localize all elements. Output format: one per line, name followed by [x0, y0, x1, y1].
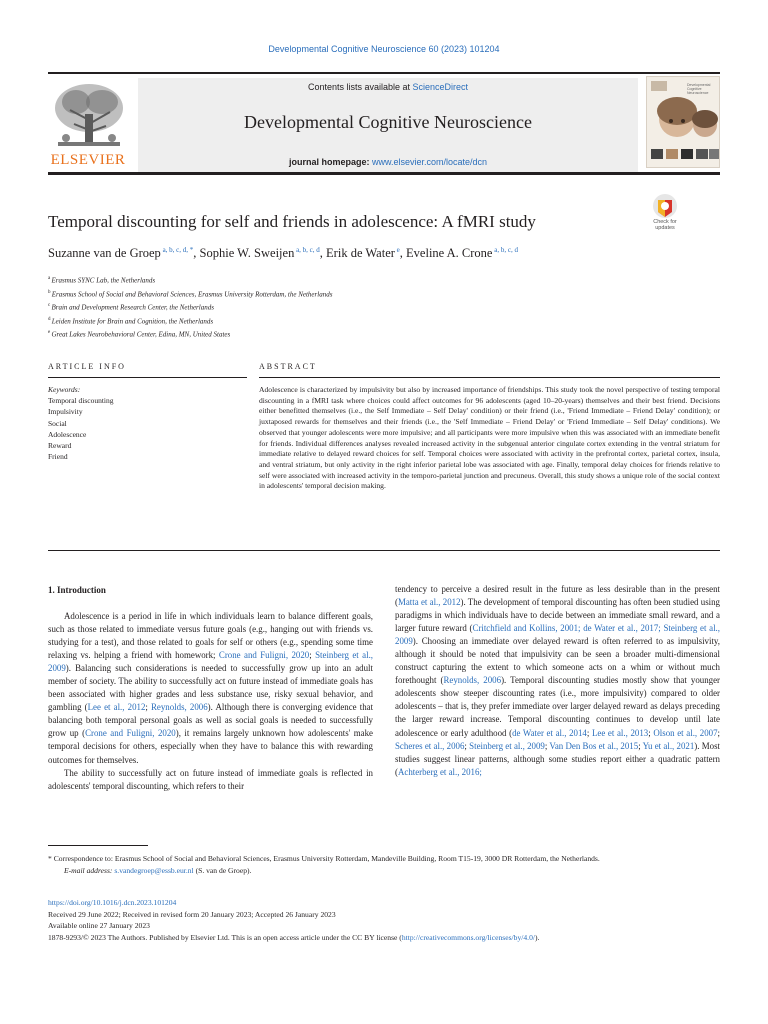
author-name[interactable]: Eveline A. Crone [406, 246, 493, 261]
author: Suzanne van de Groep $^{a, b, c, d, *}$, [48, 246, 200, 261]
contents-available-line [138, 82, 638, 92]
tree-icon [48, 80, 130, 154]
keywords-block [48, 384, 247, 462]
license-line [48, 932, 720, 944]
journal-title: Developmental Cognitive Neuroscience [244, 112, 532, 132]
citation-link[interactable]: Achterberg et al., 2016; [397, 766, 482, 777]
elsevier-wordmark: ELSEVIER [50, 152, 126, 168]
journal-header [48, 72, 720, 172]
article-metadata [48, 897, 720, 943]
affiliation-item [48, 300, 720, 314]
footnote-rule [48, 845, 148, 846]
contents-prefix: Contents lists available at [307, 82, 413, 92]
citation-link[interactable]: Matta et al., 2012 [397, 597, 461, 608]
body-paragraph: Adolescence is a period in life in which individuals learn to balance different goals, such as those related to immediate versus future goals (e.g., hanging out with friends vs. studying for a test), and those related to goals for self or others (e.g., spending some time relaxing vs. helping a friend with homework; Crone and Fuligni, 2020; Steinberg et al., 2009). Balancing such considerations is needed to successfully grow up into an adult member of society. The ability to successfully act on future instead of immediate goals has been associated with higher grades and less substance use, risky sexual behavior, and gambling (Lee et al., 2012; Reynolds, 2006). Although there is converging evidence that balancing both temporal personal goals as well as social goals is needed to successfully grow up (Crone and Fuligni, 2020), it remains largely unknown how adolescents' make temporal decisions for others, especially when they have to balance this with rewarding outcomes for themselves. [48, 611, 374, 765]
affiliation-item [48, 273, 720, 287]
keywords-title: Keywords: [48, 385, 81, 394]
check-for-updates-badge[interactable] [644, 192, 686, 234]
citation-link[interactable]: de Water et al., 2014 [512, 727, 587, 738]
affiliation-marker: d [48, 316, 52, 322]
author-affiliation-marks[interactable]: a, b, c, d [294, 246, 320, 254]
correspondence-note: * Correspondence to: Erasmus School of Social and Behavioral Sciences, Erasmus University Rotterdam, Mandeville Building, Room T15-19, 3000 DR Rotterdam, the Netherlands. [48, 854, 600, 863]
check-for-updates-label: Check for updates [653, 219, 677, 231]
body-column-left [48, 610, 373, 793]
email-suffix: (S. van de Groep). [193, 865, 252, 875]
citation-link[interactable]: Critchfield and Kollins, 2001; de Water et al., 2017; Steinberg et al., 2009 [395, 623, 720, 647]
author-affiliation-marks[interactable]: a, b, c, d, * [160, 246, 194, 254]
journal-homepage-link[interactable]: www.elsevier.com/locate/dcn [371, 157, 488, 167]
available-online-date: Available online 27 January 2023 [48, 921, 150, 930]
journal-cover-thumbnail[interactable] [646, 76, 720, 168]
license-prefix: 1878-9293/© 2023 The Authors. Published by Elsevier Ltd. This is an open access article under the CC BY license ( [48, 932, 402, 942]
body-paragraph: The ability to successfully act on future instead of immediate goals is reflected in adolescents' temporal discounting, which refers to their [48, 767, 373, 791]
citation-link[interactable]: Crone and Fuligni, 2020 [85, 728, 176, 739]
author-affiliation-marks[interactable]: e [394, 246, 400, 254]
citation-link[interactable]: Reynolds, 2006 [443, 675, 502, 686]
author [406, 246, 518, 260]
keyword-item: Impulsivity [48, 407, 83, 417]
citation-link[interactable]: Van Den Bos et al., 2015 [549, 740, 639, 751]
keywords-list [48, 395, 247, 462]
citation-link[interactable]: Scheres et al., 2006 [395, 740, 465, 751]
author-name[interactable]: Erik de Water [326, 246, 395, 261]
section-heading-introduction: 1. Introduction [48, 585, 106, 595]
author: Erik de Water $^e$, [326, 246, 407, 261]
affiliation-text: Great Lakes Neurobehavioral Center, Edina, MN, United States [51, 330, 231, 339]
keyword-item: Temporal discounting [48, 396, 114, 406]
author-affiliation-marks[interactable]: a, b, c, d [492, 246, 518, 254]
citation-link[interactable]: Steinberg et al., 2009 [469, 740, 545, 751]
citation-link[interactable]: Crone and Fuligni, 2020 [218, 650, 310, 661]
email-label: E-mail address: [64, 865, 115, 875]
citation-link[interactable]: Lee et al., 2013 [591, 727, 649, 738]
keyword-item: Social [48, 418, 67, 428]
keyword-item: Reward [48, 441, 72, 451]
affiliation-list [48, 273, 720, 341]
affiliation-marker: e [48, 330, 52, 336]
abstract-text: Adolescence is characterized by impulsivity but also by increased importance of friendships. This study took the novel perspective of testing temporal discounting in a fMRI task where choices could affect outcomes for 96 adolescents (aged 10–20-years) themselves and their best friend. Decisions either benefitted themselves (i.e., the Self Immediate – Self Delay' condition) or their friend (i.e., 'Friend Immediate – Friend Delay' condition); or juxtaposed rewards for themselves and their friends (i.e., the 'Self Immediate – Friend Delay' or 'Friend Immediate – Self Delay' conditions). We observed that younger adolescents were more impulsive; and all participants were more impulsive when this was associated with an immediate benefit for friends. Individual differences analyses revealed increased activity in the subgenual anterior cingulate cortex extending in the ventral striatum for immediate relative to delayed reward choices for self. Temporal choices were associated with activity in the prefrontal cortex, parietal cortex, insula, and ventral striatum, but only activity in the right inferior parietal lobe was associated with age. Finally, temporal delay choices for friends relative to self were associated with increased activity in the temporo-parietal junction and precuneus. Overall, this study shows a unique role of the social context in adolescents' temporal decision making. [259, 385, 720, 491]
email-link[interactable]: s.vandegroep@essb.eur.nl [114, 865, 194, 875]
sciencedirect-link[interactable]: ScienceDirect [412, 82, 469, 92]
header-rule [48, 172, 720, 175]
email-line [48, 865, 720, 877]
abstract-bottom-rule [48, 550, 720, 551]
affiliation-text: Brain and Development Research Center, the Netherlands [51, 303, 214, 312]
affiliation-item [48, 314, 720, 328]
abstract-rule [259, 377, 720, 378]
affiliation-marker: a [48, 276, 52, 281]
affiliation-marker: c [48, 303, 52, 309]
author-name[interactable]: Suzanne van de Groep [48, 246, 161, 261]
article-title: Temporal discounting for self and friends in adolescence: A fMRI study [48, 212, 536, 231]
footnotes [48, 853, 720, 876]
citation-link[interactable]: Yu et al., 2021 [642, 740, 695, 751]
affiliation-item [48, 287, 720, 301]
affiliation-text: Erasmus School of Social and Behavioral Sciences, Erasmus University Rotterdam, the Netherlands [51, 289, 333, 298]
body-paragraph: tendency to perceive a desired result in the future as less desirable than in the present (Matta et al., 2012). The development of temporal discounting has often been studied using paradigms in which individuals have to decide between an immediate small reward, and a larger future reward (Critchfield and Kollins, 2001; de Water et al., 2017; Steinberg et al., 2009). Choosing an immediate over delayed reward is often referred to as impulsivity, although it should be noted that impulsivity can be seen a broader multi-dimensional construct capturing the extent to which someone acts on a whim or without much forethought (Reynolds, 2006). Temporal discounting studies mostly show that younger adolescents show steeper discounting rates (i.e., more impulsivity) compared to older adolescents – that is, they prefer immediate over larger delayed reward as delays preceding the larger reward increase. Temporal discounting continues to develop until late adolescence or early adulthood (de Water et al., 2014; Lee et al., 2013; Olson et al., 2007; Scheres et al., 2006; Steinberg et al., 2009; Van Den Bos et al., 2015; Yu et al., 2021). Most studies suggest linear patterns, although some studies report either a quadratic pattern (Achterberg et al., 2016; [395, 584, 721, 777]
author-name[interactable]: Sophie W. Sweijen [199, 246, 295, 261]
license-suffix: ). [534, 932, 540, 942]
keyword-item: Adolescence [48, 429, 87, 439]
doi-link[interactable]: https://doi.org/10.1016/j.dcn.2023.101204 [48, 898, 177, 907]
homepage-prefix: journal homepage: [288, 157, 372, 167]
citation-link[interactable]: Steinberg et al., 2009 [48, 650, 374, 674]
affiliation-item [48, 327, 720, 341]
affiliation-marker: b [48, 289, 52, 295]
journal-homepage-line [138, 157, 638, 167]
citation-link[interactable]: Lee et al., 2012 [87, 702, 146, 713]
journal-banner [138, 78, 638, 172]
affiliation-text: Erasmus SYNC Lab, the Netherlands [51, 276, 156, 285]
body-column-right [395, 583, 720, 779]
affiliation-text: Leiden Institute for Brain and Cognition, the Netherlands [51, 316, 214, 325]
author: Sophie W. Sweijen $^{a, b, c, d}$, [199, 246, 327, 261]
author-list [48, 246, 720, 261]
citation-link[interactable]: Reynolds, 2006 [151, 702, 208, 713]
license-link[interactable]: http://creativecommons.org/licenses/by/4.0/ [401, 932, 535, 942]
received-dates: Received 29 June 2022; Received in revised form 20 January 2023; Accepted 26 January 2023 [48, 909, 336, 919]
citation-link[interactable]: Olson et al., 2007 [653, 727, 718, 738]
keyword-item: Friend [48, 452, 68, 462]
abstract-label: ABSTRACT [259, 362, 317, 371]
journal-reference[interactable]: Developmental Cognitive Neuroscience 60 (2023) 101204 [268, 44, 500, 54]
cover-title: Developmental Cognitive Neuroscience [687, 83, 711, 95]
article-info-rule [48, 377, 247, 378]
article-info-label: ARTICLE INFO [48, 362, 126, 371]
